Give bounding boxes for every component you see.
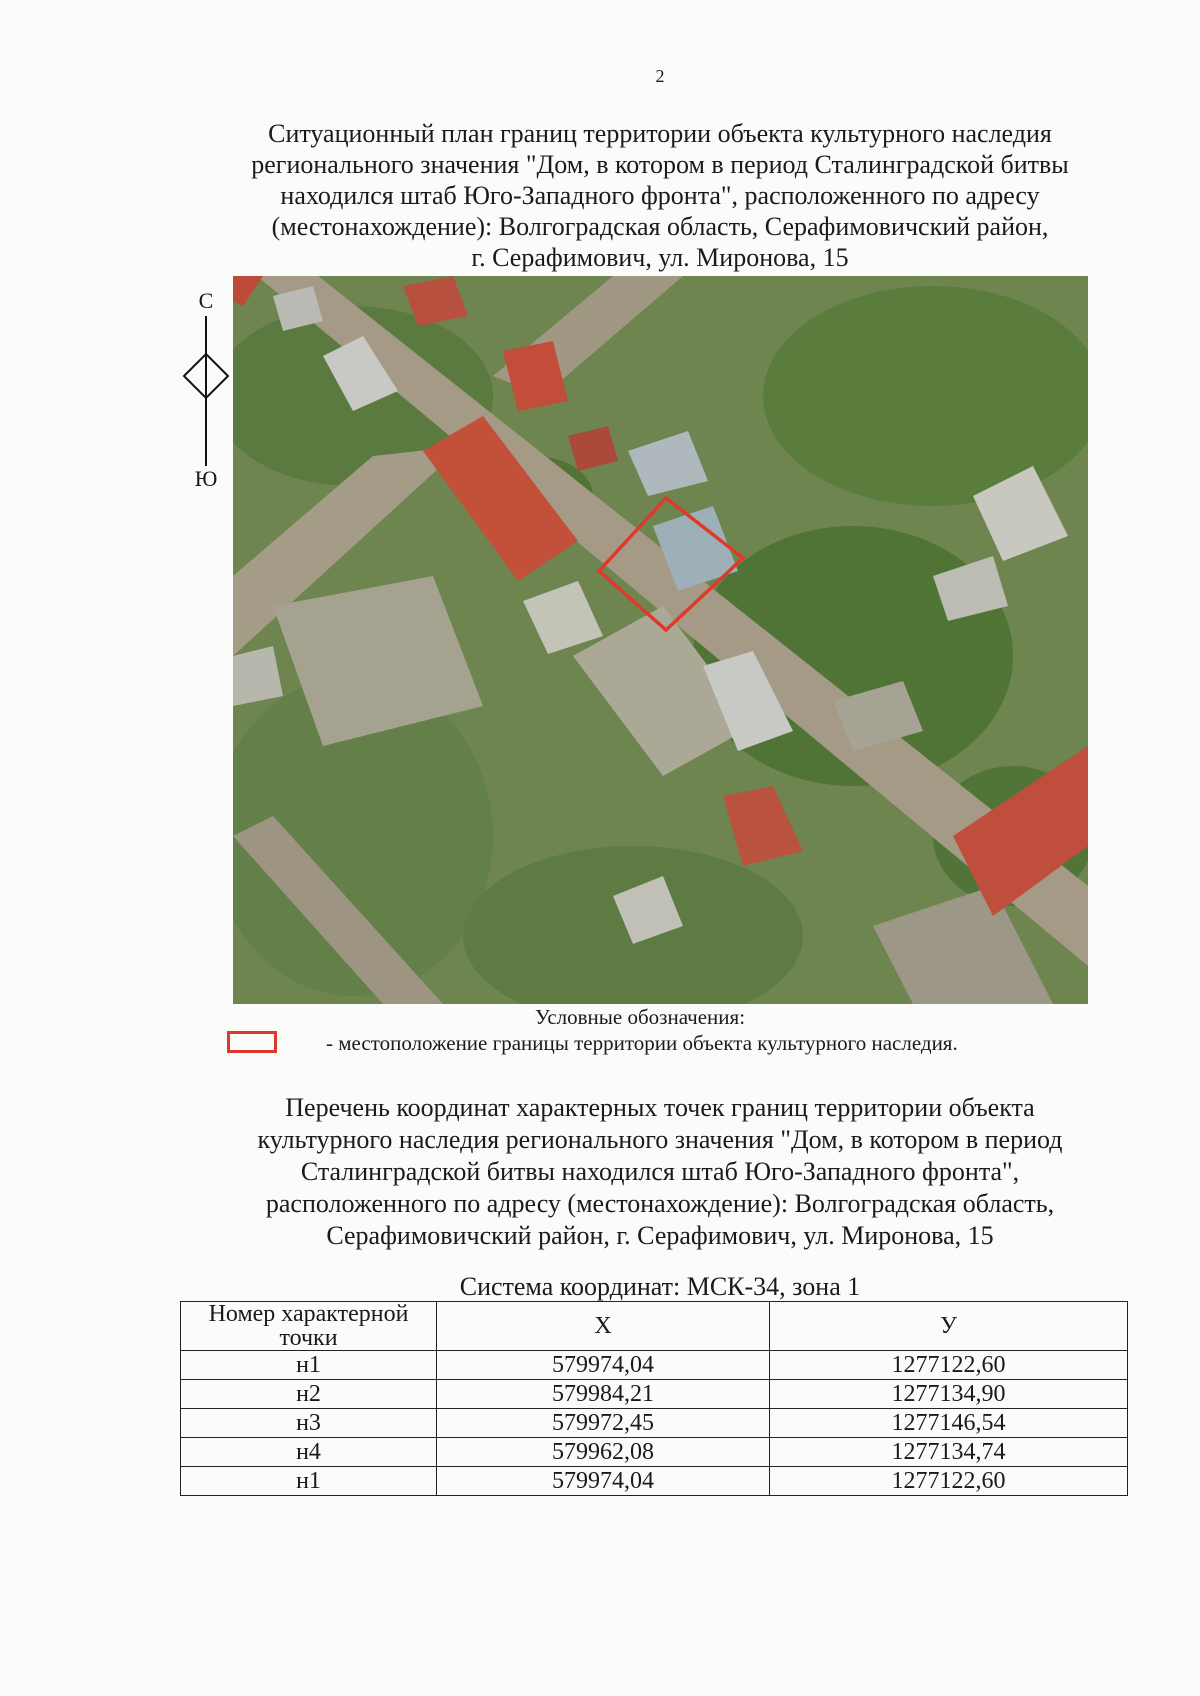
point-number-cell: н1: [181, 1467, 437, 1496]
plan-title-line: регионального значения "Дом, в котором в период Сталинградской битвы: [251, 150, 1069, 179]
point-number-cell: н4: [181, 1438, 437, 1467]
header-x: X: [437, 1302, 770, 1351]
y-cell: 1277134,90: [770, 1380, 1128, 1409]
list-title-line: Перечень координат характерных точек границ территории объекта: [285, 1093, 1035, 1122]
y-cell: 1277146,54: [770, 1409, 1128, 1438]
x-cell: 579972,45: [437, 1409, 770, 1438]
coordinates-list-title: [180, 1092, 1140, 1252]
table-row: [181, 1467, 1128, 1496]
page-number: 2: [655, 66, 665, 86]
satellite-map: [233, 276, 1088, 1004]
list-title-line: расположенного по адресу (местонахождение): Волгоградская область,: [265, 1189, 1055, 1218]
satellite-image: [233, 276, 1088, 1004]
compass-arrow-icon: [180, 316, 232, 466]
north-label: С: [198, 288, 214, 313]
list-title-line: Сталинградской битвы находился штаб Юго-Западного фронта",: [300, 1157, 1020, 1186]
plan-title-line: г. Серафимович, ул. Миронова, 15: [471, 243, 849, 272]
legend-item-text: - местоположение границы территории объекта культурного наследия.: [326, 1031, 958, 1055]
legend-title: Условные обозначения:: [535, 1005, 746, 1029]
list-title-line: культурного наследия регионального значения "Дом, в котором в период: [257, 1125, 1063, 1154]
plan-title-line: Ситуационный план границ территории объекта культурного наследия: [268, 119, 1052, 148]
x-cell: 579974,04: [437, 1467, 770, 1496]
header-point-number: Номер характерной точки: [181, 1302, 437, 1351]
x-cell: 579974,04: [437, 1351, 770, 1380]
table-header-row: [181, 1302, 1128, 1351]
y-cell: 1277122,60: [770, 1467, 1128, 1496]
coordinates-table: [180, 1301, 1128, 1496]
y-cell: 1277134,74: [770, 1438, 1128, 1467]
point-number-cell: н2: [181, 1380, 437, 1409]
x-cell: 579984,21: [437, 1380, 770, 1409]
list-title-line: Серафимовичский район, г. Серафимович, ул. Миронова, 15: [326, 1221, 994, 1250]
table-row: [181, 1380, 1128, 1409]
x-cell: 579962,08: [437, 1438, 770, 1467]
table-row: [181, 1409, 1128, 1438]
y-cell: 1277122,60: [770, 1351, 1128, 1380]
point-number-cell: н3: [181, 1409, 437, 1438]
boundary-legend-swatch: [227, 1031, 277, 1053]
header-y: У: [770, 1302, 1128, 1351]
plan-title: [180, 118, 1140, 273]
coordinate-system-label: Система координат: МСК-34, зона 1: [459, 1272, 861, 1301]
north-arrow: [180, 288, 232, 491]
table-row: [181, 1351, 1128, 1380]
plan-title-line: (местонахождение): Волгоградская область, Серафимовичский район,: [271, 212, 1049, 241]
table-row: [181, 1438, 1128, 1467]
point-number-cell: н1: [181, 1351, 437, 1380]
plan-title-line: находился штаб Юго-Западного фронта", расположенного по адресу: [280, 181, 1040, 210]
south-label: Ю: [194, 466, 218, 491]
